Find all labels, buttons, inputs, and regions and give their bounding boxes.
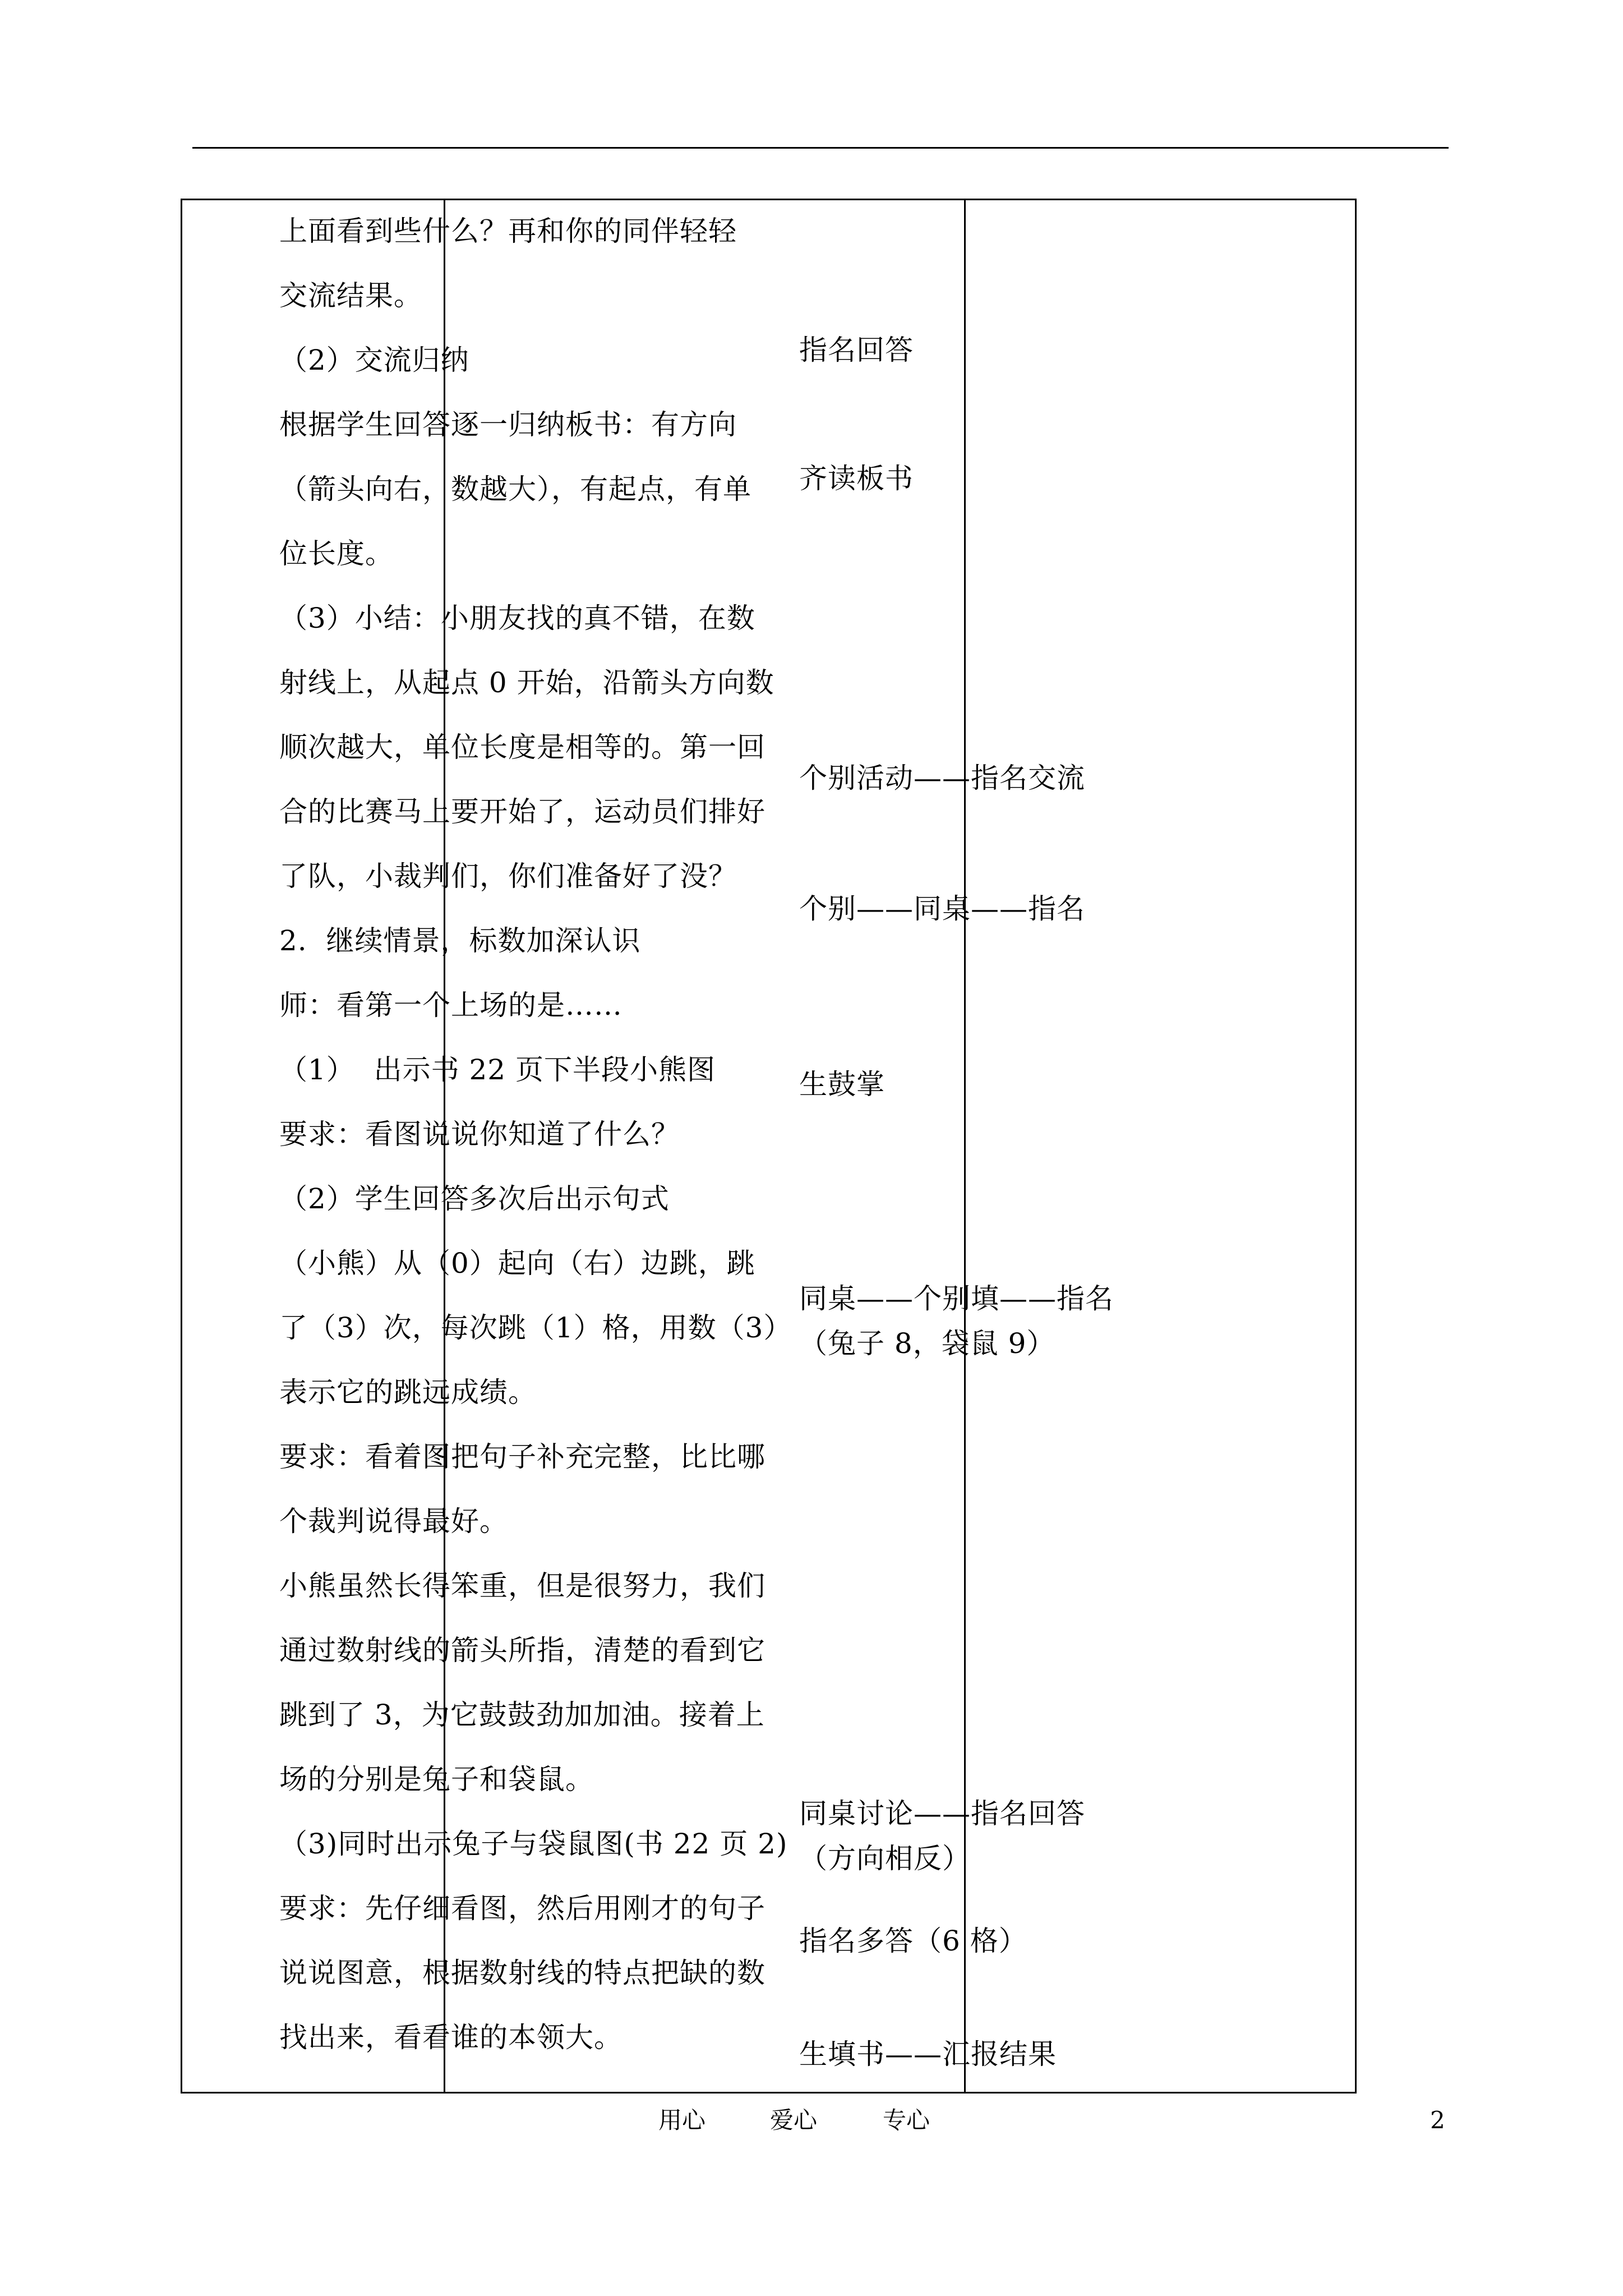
teacher-activity-line: （2）学生回答多次后出示句式 [279,1182,670,1215]
teacher-activity-line: 通过数射线的箭头所指，清楚的看到它 [279,1634,766,1667]
teacher-activity-line: 个裁判说得最好。 [279,1505,508,1538]
student-activity-line: 个别活动——指名交流 [799,762,1085,794]
teacher-activity-line: 顺次越大，单位长度是相等的。第一回 [279,731,766,763]
student-activity-line: 齐读板书 [799,462,914,495]
teacher-activity-line: 要求：看着图把句子补充完整，比比哪 [279,1441,766,1473]
teacher-activity-line: （箭头向右，数越大），有起点，有单 [279,473,751,505]
student-activity-line: 指名多答（6 格） [799,1925,1027,1957]
student-activity-line: （兔子 8，袋鼠 9） [799,1327,1055,1360]
footer-motto: 用心 [658,2106,706,2134]
student-activity-line: （方向相反） [799,1842,971,1875]
teacher-activity-line: 了（3）次，每次跳（1）格，用数（3） [279,1312,792,1344]
teacher-activity-line: 根据学生回答逐一归纳板书：有方向 [279,408,737,441]
teacher-activity-line: 位长度。 [279,537,394,570]
teacher-activity-line: 要求：先仔细看图，然后用刚才的句子 [279,1892,766,1925]
teacher-activity-line: 小熊虽然长得笨重，但是很努力，我们 [279,1570,766,1602]
student-activity-line: 指名回答 [799,334,914,366]
page-number: 2 [1430,2106,1445,2134]
header-rule [192,147,1449,149]
teacher-activity-line: （3）小结：小朋友找的真不错，在数 [279,602,755,634]
teacher-activity-line: 表示它的跳远成绩。 [279,1376,537,1409]
teacher-activity-line: （1） 出示书 22 页下半段小熊图 [279,1053,716,1086]
teacher-activity-line: 师：看第一个上场的是…… [279,989,623,1022]
teacher-activity-line: 要求：看图说说你知道了什么？ [279,1118,680,1151]
footer-motto: 专心 [883,2106,930,2134]
student-activity-line: 同桌——个别填——指名 [799,1282,1114,1315]
teacher-activity-line: 射线上，从起点 0 开始，沿箭头方向数 [279,666,774,699]
teacher-activity-line: 合的比赛马上要开始了，运动员们排好 [279,795,766,828]
teacher-activity-line: 了队，小裁判们，你们准备好了没？ [279,860,737,892]
teacher-activity-line: 跳到了 3，为它鼓鼓劲加加油。接着上 [279,1699,765,1731]
student-activity-line: 同桌讨论——指名回答 [799,1797,1085,1830]
student-activity-line: 个别——同桌——指名 [799,892,1085,925]
teacher-activity-line: 交流结果。 [279,279,422,312]
teacher-activity-line: 场的分别是兔子和袋鼠。 [279,1763,594,1796]
teacher-activity-column [279,199,829,2070]
teacher-activity-line: （小熊）从（0）起向（右）边跳，跳 [279,1247,755,1280]
teacher-activity-line: 说说图意，根据数射线的特点把缺的数 [279,1957,766,1989]
teacher-activity-line: 找出来，看看谁的本领大。 [279,2021,623,2054]
student-activity-line: 生鼓掌 [799,1068,885,1101]
teacher-activity-line: （3)同时出示兔子与袋鼠图(书 22 页 2) [279,1828,788,1860]
footer-motto: 爱心 [770,2106,818,2134]
teacher-activity-line: 2. 继续情景，标数加深认识 [279,924,641,957]
teacher-activity-line: 上面看到些什么？再和你的同伴轻轻 [279,215,737,247]
teacher-activity-line: （2）交流归纳 [279,344,469,376]
student-activity-line: 生填书——汇报结果 [799,2038,1057,2070]
